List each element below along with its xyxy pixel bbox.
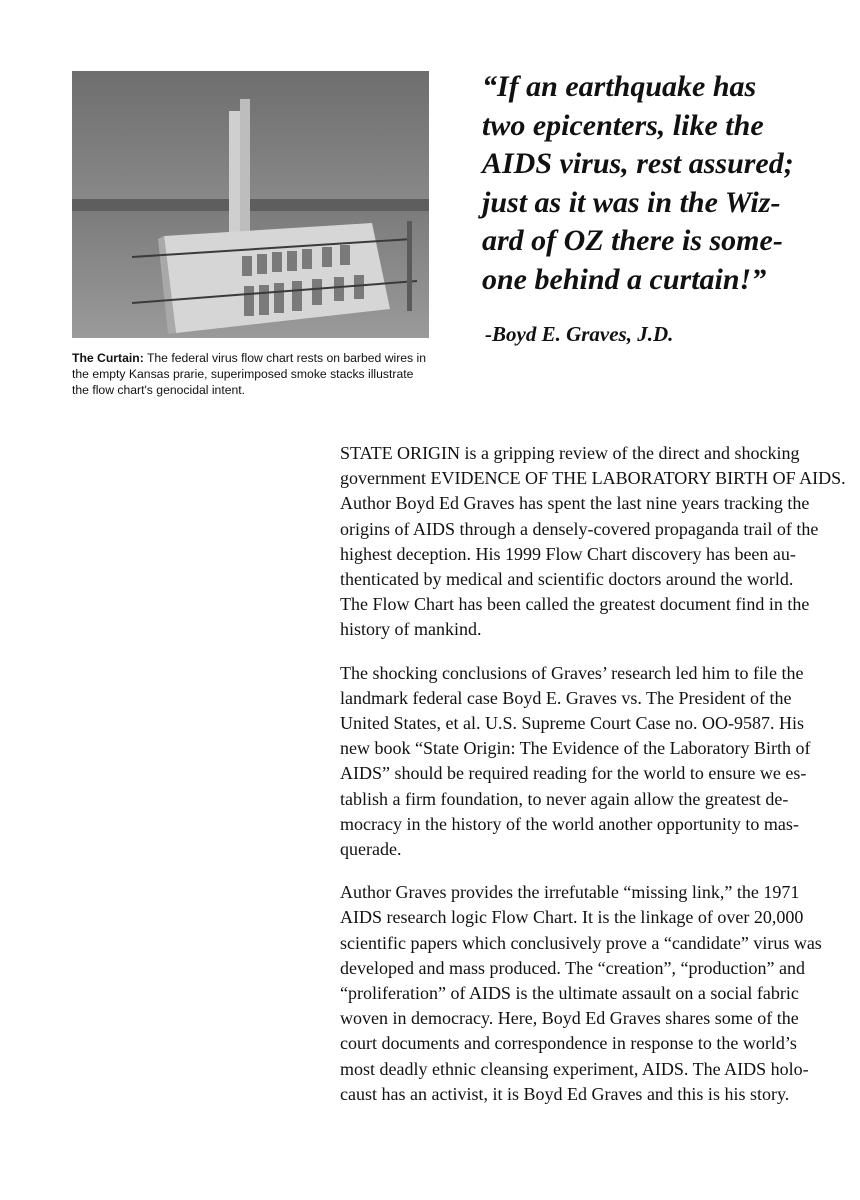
caption-label: The Curtain: xyxy=(72,351,144,365)
body-line: origins of AIDS through a densely-covered propaganda trail of the xyxy=(340,518,819,539)
body-line: tablish a firm foundation, to never again allow the greatest de- xyxy=(340,788,789,809)
curtain-photo xyxy=(72,71,429,338)
body-line: highest deception. His 1999 Flow Chart discovery has been au- xyxy=(340,543,796,564)
body-line: landmark federal case Boyd E. Graves vs. The President of the xyxy=(340,687,792,708)
body-line: history of mankind. xyxy=(340,619,482,640)
body-line: new book “State Origin: The Evidence of the Laboratory Birth of xyxy=(340,738,811,759)
quote-line: ard of OZ there is some- xyxy=(482,224,783,257)
body-line: AIDS research logic Flow Chart. It is the linkage of over 20,000 xyxy=(340,907,804,928)
body-line: The shocking conclusions of Graves’ research led him to file the xyxy=(340,662,804,683)
body-line: querade. xyxy=(340,839,402,860)
body-line: Author Boyd Ed Graves has spent the last nine years tracking the xyxy=(340,493,810,514)
body-line: United States, et al. U.S. Supreme Court Case no. OO-9587. His xyxy=(340,713,804,734)
curtain-photo-illustration xyxy=(72,71,429,338)
body-line: mocracy in the history of the world another opportunity to mas- xyxy=(340,813,799,834)
body-line: most deadly ethnic cleansing experiment, AIDS. The AIDS holo- xyxy=(340,1058,809,1079)
body-line: The Flow Chart has been called the greatest document find in the xyxy=(340,594,810,615)
body-line: developed and mass produced. The “creation”, “production” and xyxy=(340,957,805,978)
body-text xyxy=(340,441,846,1125)
body-line: government EVIDENCE OF THE LABORATORY BIRTH OF AIDS. xyxy=(340,468,846,489)
body-line: “proliferation” of AIDS is the ultimate assault on a social fabric xyxy=(340,983,799,1004)
quote-line: “If an earthquake has xyxy=(482,70,757,103)
body-paragraph xyxy=(340,661,810,863)
photo-caption xyxy=(72,350,432,398)
quote-line: one behind a curtain!” xyxy=(482,262,767,296)
pull-quote xyxy=(482,68,822,299)
body-line: scientific papers which conclusively prove a “candidate” virus was xyxy=(340,932,822,953)
caption-text: The federal virus flow chart rests on barbed wires in the empty Kansas prarie, superimposed smoke stacks illustrate the flow chart's genocidal intent. xyxy=(72,351,427,397)
body-line: thenticated by medical and scientific doctors around the world. xyxy=(340,569,794,590)
body-line: court documents and correspondence in response to the world’s xyxy=(340,1033,797,1054)
body-paragraph xyxy=(340,441,846,643)
body-line: caust has an activist, it is Boyd Ed Graves and this is his story. xyxy=(340,1083,790,1104)
body-line: STATE ORIGIN is a gripping review of the direct and shocking xyxy=(340,443,800,463)
body-line: woven in democracy. Here, Boyd Ed Graves shares some of the xyxy=(340,1008,799,1029)
quote-line: two epicenters, like the xyxy=(482,108,764,142)
body-line: Author Graves provides the irrefutable “missing link,” the 1971 xyxy=(340,882,800,903)
quote-line: just as it was in the Wiz- xyxy=(482,185,781,219)
quote-line: AIDS virus, rest assured; xyxy=(482,147,794,180)
quote-attribution: -Boyd E. Graves, J.D. xyxy=(485,322,674,346)
body-paragraph xyxy=(340,880,822,1107)
body-line: AIDS” should be required reading for the world to ensure we es- xyxy=(340,763,807,784)
